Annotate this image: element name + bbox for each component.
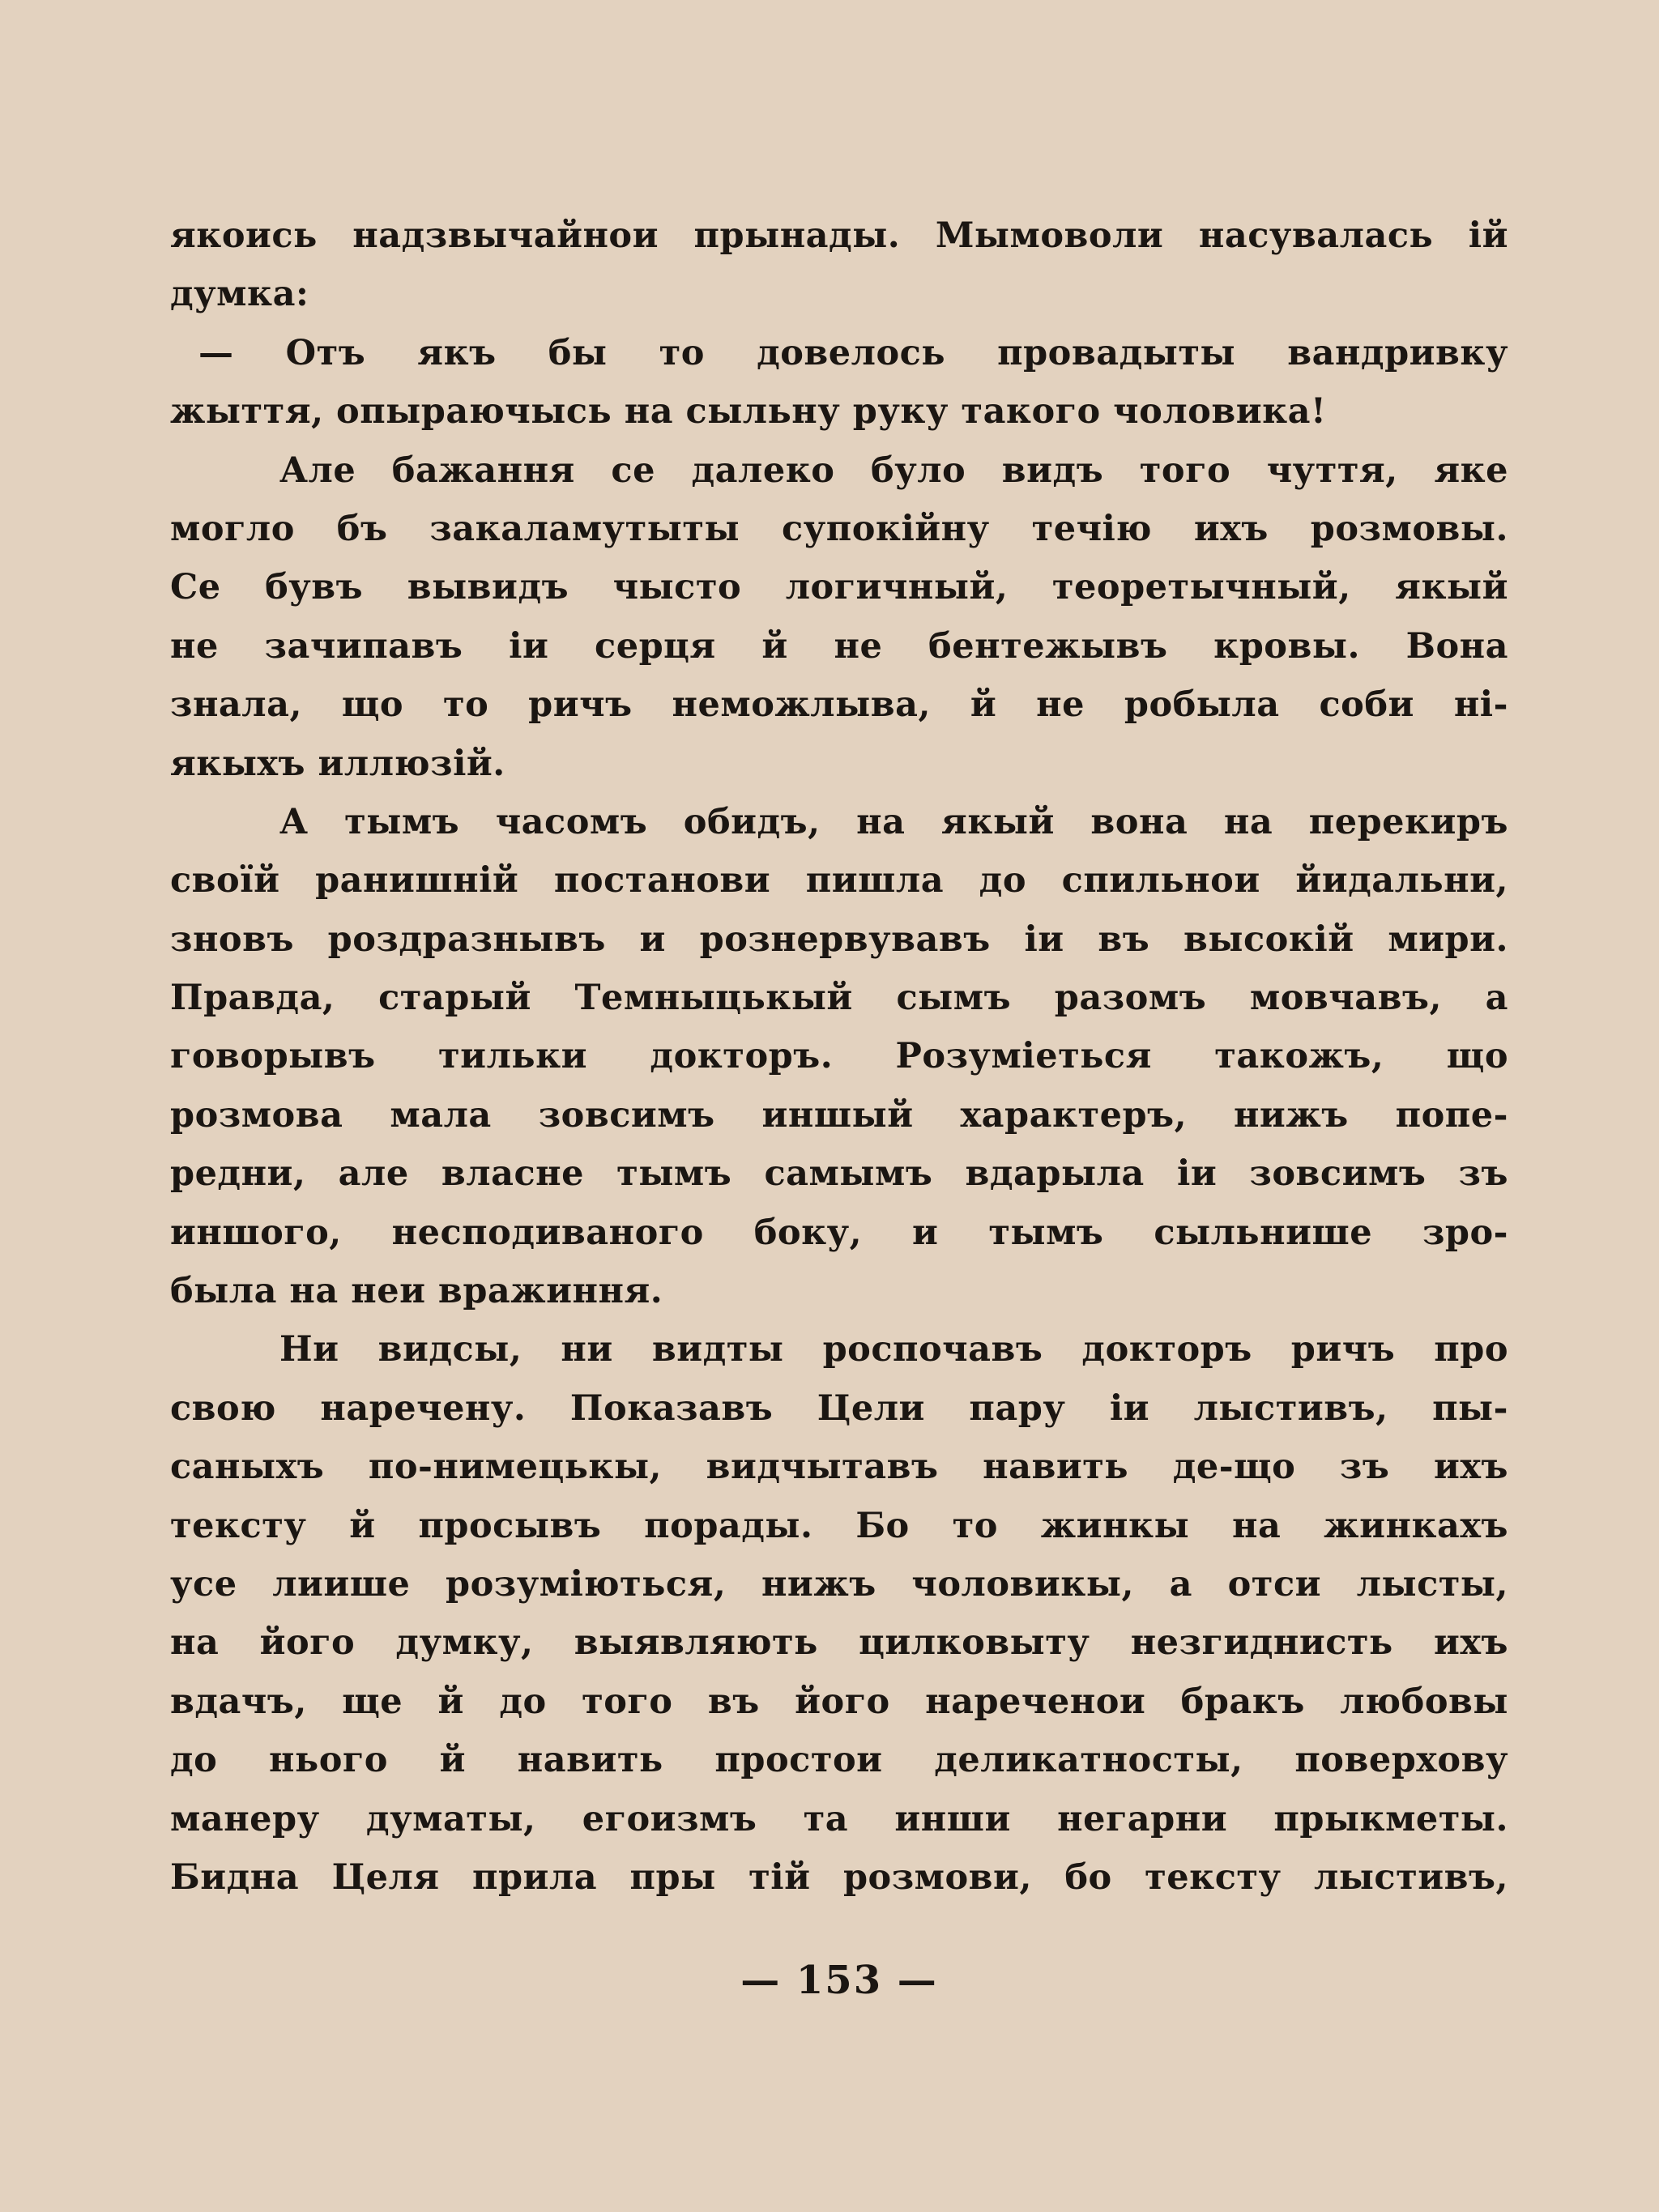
text-line: усе лиише розуміються, нижъ чоловикы, а отси лысты, xyxy=(170,1563,1508,1605)
text-line: Ни видсы, ни видты роспочавъ докторъ ричъ про xyxy=(279,1329,1508,1370)
text-line: якоись надзвычайнои прынады. Мымоволи насувалась ій xyxy=(170,215,1508,256)
text-line: Але бажання се далеко було видъ того чуття, яке xyxy=(279,450,1508,491)
book-page xyxy=(170,0,1508,2212)
text-line: жыття, опыраючысь на сыльну руку такого чоловика! xyxy=(170,391,1327,433)
text-line: тексту й просывъ порады. Бо то жинкы на жинкахъ xyxy=(170,1505,1508,1546)
text-line: говорывъ тильки докторъ. Розуміеться такожъ, що xyxy=(170,1036,1508,1077)
text-line: розмова мала зовсимъ иншый характеръ, нижъ попе- xyxy=(170,1094,1508,1136)
text-line: думка: xyxy=(170,274,309,315)
text-line: на його думку, выявляють цилковыту незгиднисть ихъ xyxy=(170,1622,1508,1664)
text-line: своїй ранишній постанови пишла до спильнои йидальни, xyxy=(170,860,1508,901)
text-line: до нього й навить простои деликатносты, поверхову xyxy=(170,1740,1508,1781)
body-text xyxy=(170,207,1508,1907)
text-line: А тымъ часомъ обидъ, на якый вона на перекиръ xyxy=(279,801,1508,842)
page-number: — 153 — xyxy=(740,1958,938,2003)
text-line: манеру думаты, егоизмъ та инши негарни прыкметы. xyxy=(170,1798,1508,1839)
text-line: свою наречену. Показавъ Цели пару іи лыстивъ, пы- xyxy=(170,1387,1508,1429)
text-line: якыхъ иллюзій. xyxy=(170,743,505,784)
text-line: могло бъ закаламутыты супокійну течію ихъ розмовы. xyxy=(170,508,1508,549)
text-line: иншого, несподиваного боку, и тымъ сыльнише зро- xyxy=(170,1212,1508,1253)
text-line: саныхъ по-нимецькы, видчытавъ навить де-що зъ ихъ xyxy=(170,1447,1508,1488)
text-line: знала, що то ричъ неможлыва, й не робыла соби ні- xyxy=(170,684,1508,726)
text-line: редни, але власне тымъ самымъ вдарыла іи зовсимъ зъ xyxy=(170,1153,1508,1195)
text-line: Се бувъ вывидъ чысто логичный, теоретычный, якый xyxy=(170,567,1508,608)
text-line: Правда, старый Темныцькый сымъ разомъ мовчавъ, а xyxy=(170,978,1508,1019)
text-line: зновъ роздразнывъ и рознервувавъ іи въ высокій мири. xyxy=(170,918,1508,960)
text-line: была на неи вражиння. xyxy=(170,1271,663,1312)
text-line: вдачъ, ще й до того въ його нареченои бракъ любовы xyxy=(170,1681,1508,1722)
text-line: — Отъ якъ бы то довелось провадыты вандривку xyxy=(198,332,1508,373)
text-line: Бидна Целя прила пры тій розмови, бо тексту лыстивъ, xyxy=(170,1856,1508,1898)
text-line: не зачипавъ іи серця й не бентежывъ кровы. Вона xyxy=(170,625,1508,667)
